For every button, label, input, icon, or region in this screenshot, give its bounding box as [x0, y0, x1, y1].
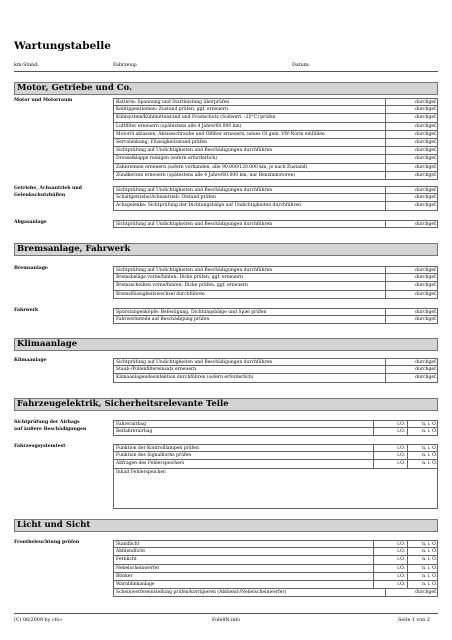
not-ok-checkbox[interactable]: n. i. O. — [407, 541, 439, 547]
date-label: Datum: — [292, 63, 310, 68]
row-task-text: Fernlicht — [116, 557, 137, 563]
row-task-text: Luftfilter erneuern (spätestens alle 4 Jahre/60.000 km) — [116, 123, 242, 129]
done-checkbox[interactable]: durchgef. — [385, 309, 439, 315]
table-row — [113, 589, 438, 597]
row-task-text: Keilrippenriemen: Zustand prüfen, ggf. erneuern — [116, 107, 228, 113]
ok-checkbox[interactable]: i.O. — [373, 421, 407, 427]
row-task-text: Klimaanlagendesinfektion durchführen (sofern erforderlich) — [116, 375, 254, 381]
klima-rows — [113, 358, 438, 383]
table-row — [113, 565, 438, 573]
airbag-label-line1: Sichtprüfung der Airbags — [14, 420, 80, 425]
not-ok-checkbox[interactable]: n. i. O. — [407, 428, 439, 435]
done-checkbox[interactable]: durchgef. — [385, 194, 439, 201]
footer-site: Fole8N.info — [212, 618, 241, 623]
table-row — [113, 444, 438, 452]
row-task-text: Sichtprüfung auf Undichtigkeiten und Beschädigungen durchführen — [116, 148, 273, 154]
getriebe-rows — [113, 186, 438, 211]
group-label-systemtest: Fahrzeugsystemtest — [14, 444, 66, 449]
row-task-text: Funktion der Kontrolllampen prüfen — [116, 446, 199, 451]
table-row — [113, 282, 438, 290]
done-checkbox[interactable]: durchgef. — [385, 202, 439, 209]
table-row — [113, 194, 438, 202]
not-ok-checkbox[interactable]: n. i. O. — [407, 421, 439, 427]
group-label-bremse: Bremsanlage — [14, 266, 48, 271]
section-header-brakes: Bremsanlage, Fahrwerk — [14, 243, 438, 256]
row-task-text: Abfragen des Fehlerspeichers — [116, 461, 185, 467]
done-checkbox[interactable]: durchgef. — [385, 147, 439, 154]
table-row — [113, 374, 438, 382]
table-row — [113, 556, 438, 564]
done-checkbox[interactable]: durchgef. — [385, 359, 439, 365]
row-task-text: Standlicht — [116, 542, 140, 547]
group-label-motor: Motor und Motorraum — [14, 98, 73, 103]
row-task-text: Bremsflüssigkeitswechsel durchführen — [116, 291, 205, 297]
table-row — [113, 452, 438, 460]
footer-page-number: Seite 1 von 2 — [398, 618, 430, 623]
row-task-text: Zündkerzen erneuern (spätestens alle 4 Jahre/60.000 km, nur Benzinmotoren) — [116, 172, 296, 178]
ok-checkbox[interactable]: i.O. — [373, 452, 407, 459]
row-task-text: Bremsbeläge vorne/hinten: Dicke prüfen, ggf. erneuern — [116, 275, 243, 281]
table-row — [113, 131, 438, 139]
row-task-text: Staub-/Pollenfiltereinsatz erneuern — [116, 367, 197, 373]
done-checkbox[interactable]: durchgef. — [385, 374, 439, 381]
row-task-text: Sichtprüfung auf Undichtigkeiten und Beschädigungen durchführen — [116, 222, 273, 227]
done-checkbox[interactable]: durchgef. — [385, 221, 439, 227]
row-task-text: Achsgelenke: Sichtprüfung der Dichtungsbälge auf Undichtigkeiten durchführen — [116, 203, 302, 209]
motor-rows — [113, 98, 438, 180]
table-row — [113, 366, 438, 374]
page-title: Wartungstabelle — [14, 40, 111, 52]
group-label-airbag — [14, 419, 110, 433]
done-checkbox[interactable]: durchgef. — [385, 131, 439, 138]
not-ok-checkbox[interactable]: n. i. O. — [407, 460, 439, 467]
table-row — [113, 573, 438, 581]
ok-checkbox[interactable]: i.O. — [373, 548, 407, 555]
header-divider — [14, 71, 438, 72]
done-checkbox[interactable]: durchgef. — [385, 123, 439, 130]
row-task-text: Fahrerairbag — [116, 422, 147, 427]
fault-memory-box — [113, 469, 438, 509]
table-row — [113, 220, 438, 228]
row-task-text: Bremsscheiben vorne/hinten: Dicke prüfen, ggf. erneuern — [116, 283, 248, 289]
done-checkbox[interactable]: durchgef. — [385, 589, 439, 596]
table-row — [113, 274, 438, 282]
done-checkbox[interactable]: durchgef. — [385, 164, 439, 171]
fault-memory-label: Inhalt Fehlerspeicher: — [116, 469, 167, 475]
table-row — [113, 308, 438, 316]
row-task-text: Beifahrerairbag — [116, 429, 153, 435]
vehicle-label: Fahrzeug: — [113, 63, 138, 68]
table-row — [113, 123, 438, 131]
row-task-text: Sichtprüfung auf Undichtigkeiten und Beschädigungen durchführen — [116, 268, 273, 273]
done-checkbox[interactable]: durchgef. — [385, 155, 439, 162]
ok-checkbox[interactable]: i.O. — [373, 428, 407, 435]
ok-checkbox[interactable]: i.O. — [373, 556, 407, 563]
fault-memory-row — [113, 469, 438, 509]
row-task-text: Blinker — [116, 573, 133, 579]
group-label-getriebe: Getriebe, Achsantrieb und Gelenkschutzhüllen — [14, 186, 82, 198]
group-label-abgas: Abgasanlage — [14, 220, 47, 225]
ok-checkbox[interactable]: i.O. — [373, 581, 407, 588]
table-row — [113, 548, 438, 556]
row-task-text: Kühlsystem/Kühlmittelstand und Frostschutz (Sollwert: -25°C) prüfen — [116, 115, 276, 121]
done-checkbox[interactable]: durchgef. — [385, 282, 439, 289]
done-checkbox[interactable]: durchgef. — [385, 366, 439, 373]
table-row — [113, 202, 438, 210]
table-row — [113, 540, 438, 548]
row-task-text: Scheinwerfereinstellung prüfen/korrigieren (Abblend-/Nebelscheinwerfer) — [116, 590, 287, 596]
table-row — [113, 358, 438, 366]
systemtest-rows — [113, 444, 438, 469]
table-row — [113, 266, 438, 274]
group-label-licht: Frontbeleuchtung prüfen — [14, 540, 80, 545]
done-checkbox[interactable]: durchgef. — [385, 106, 439, 113]
ok-checkbox[interactable]: i.O. — [373, 573, 407, 580]
table-row — [113, 186, 438, 194]
table-row — [113, 164, 438, 172]
table-row — [113, 98, 438, 106]
row-task-text: Nebelscheinwerfer — [116, 565, 160, 571]
table-row — [113, 291, 438, 299]
row-task-text: Warnblinkanlage — [116, 581, 155, 587]
airbag-label-line2: auf äußere Beschädigungen — [14, 427, 87, 432]
footer-copyright: (C) 06/2009 by «fo» — [14, 618, 63, 623]
km-label: km-Stand: — [14, 63, 39, 68]
not-ok-checkbox[interactable]: n. i. O. — [407, 452, 439, 459]
row-task-text: Sichtprüfung auf Undichtigkeiten und Beschädigungen durchführen — [116, 188, 273, 193]
not-ok-checkbox[interactable]: n. i. O. — [407, 565, 439, 572]
row-task-text: Zahnriemen erneuern (sofern vorhanden, alle 90.000/120.000 km, je nach Zustand) — [116, 164, 308, 170]
done-checkbox[interactable]: durchgef. — [385, 99, 439, 105]
ok-checkbox[interactable]: i.O. — [373, 541, 407, 547]
row-task-text: Drosselklappe reinigen (sofern erforderlich) — [116, 156, 218, 162]
not-ok-checkbox[interactable]: n. i. O. — [407, 573, 439, 580]
bremse-rows — [113, 266, 438, 299]
done-checkbox[interactable]: durchgef. — [385, 291, 439, 298]
table-row — [113, 139, 438, 147]
row-task-text: Spurstangenköpfe: Befestigung, Dichtungsbälge und Spiel prüfen — [116, 310, 267, 315]
done-checkbox[interactable]: durchgef. — [385, 172, 439, 179]
licht-rows — [113, 540, 438, 597]
not-ok-checkbox[interactable]: n. i. O. — [407, 556, 439, 563]
table-row — [113, 147, 438, 155]
row-task-text: Funktion des Signalhorns prüfen — [116, 453, 192, 459]
group-label-klima: Klimaanlage — [14, 358, 47, 363]
table-row — [113, 106, 438, 114]
row-task-text: Batterie: Spannung und Startleistung überprüfen — [116, 100, 230, 105]
footer-divider — [14, 613, 438, 614]
row-task-text: Fahrwerksteile auf Beschädigung prüfen — [116, 317, 210, 323]
not-ok-checkbox[interactable]: n. i. O. — [407, 445, 439, 451]
row-task-text: Servolenkung: Flüssigkeitsstand prüfen — [116, 139, 208, 145]
table-row — [113, 428, 438, 436]
row-task-text: Motoröl ablassen, Ablassschraube und Ölfilter erneuern, neues Öl gem. VW-Norm einfüllen — [116, 131, 325, 137]
table-row — [113, 581, 438, 589]
section-header-climate: Klimaanlage — [14, 338, 438, 351]
section-header-electrics: Fahrzeugelektrik, Sicherheitsrelevante Teile — [14, 398, 438, 411]
done-checkbox[interactable]: durchgef. — [385, 267, 439, 273]
done-checkbox[interactable]: durchgef. — [385, 114, 439, 121]
table-row — [113, 114, 438, 122]
airbag-rows — [113, 420, 438, 436]
row-task-text: Abblendlicht — [116, 549, 145, 555]
ok-checkbox[interactable]: i.O. — [373, 460, 407, 467]
section-header-lights: Licht und Sicht — [14, 519, 438, 532]
table-row — [113, 460, 438, 468]
table-row — [113, 420, 438, 428]
done-checkbox[interactable]: durchgef. — [385, 139, 439, 146]
group-label-fahrwerk: Fahrwerk — [14, 308, 39, 313]
fahrwerk-rows — [113, 308, 438, 324]
table-row — [113, 172, 438, 180]
not-ok-checkbox[interactable]: n. i. O. — [407, 581, 439, 588]
table-row — [113, 316, 438, 324]
abgas-rows — [113, 220, 438, 228]
not-ok-checkbox[interactable]: n. i. O. — [407, 548, 439, 555]
row-task-text: Schaltgetriebe/Achsantrieb: Ölstand prüfen — [116, 195, 216, 201]
ok-checkbox[interactable]: i.O. — [373, 445, 407, 451]
done-checkbox[interactable]: durchgef. — [385, 187, 439, 193]
section-header-motor: Motor, Getriebe und Co. — [14, 82, 438, 95]
row-task-text: Sichtprüfung auf Undichtigkeiten und Beschädigungen durchführen — [116, 360, 273, 365]
table-row — [113, 155, 438, 163]
done-checkbox[interactable]: durchgef. — [385, 274, 439, 281]
done-checkbox[interactable]: durchgef. — [385, 316, 439, 323]
ok-checkbox[interactable]: i.O. — [373, 565, 407, 572]
